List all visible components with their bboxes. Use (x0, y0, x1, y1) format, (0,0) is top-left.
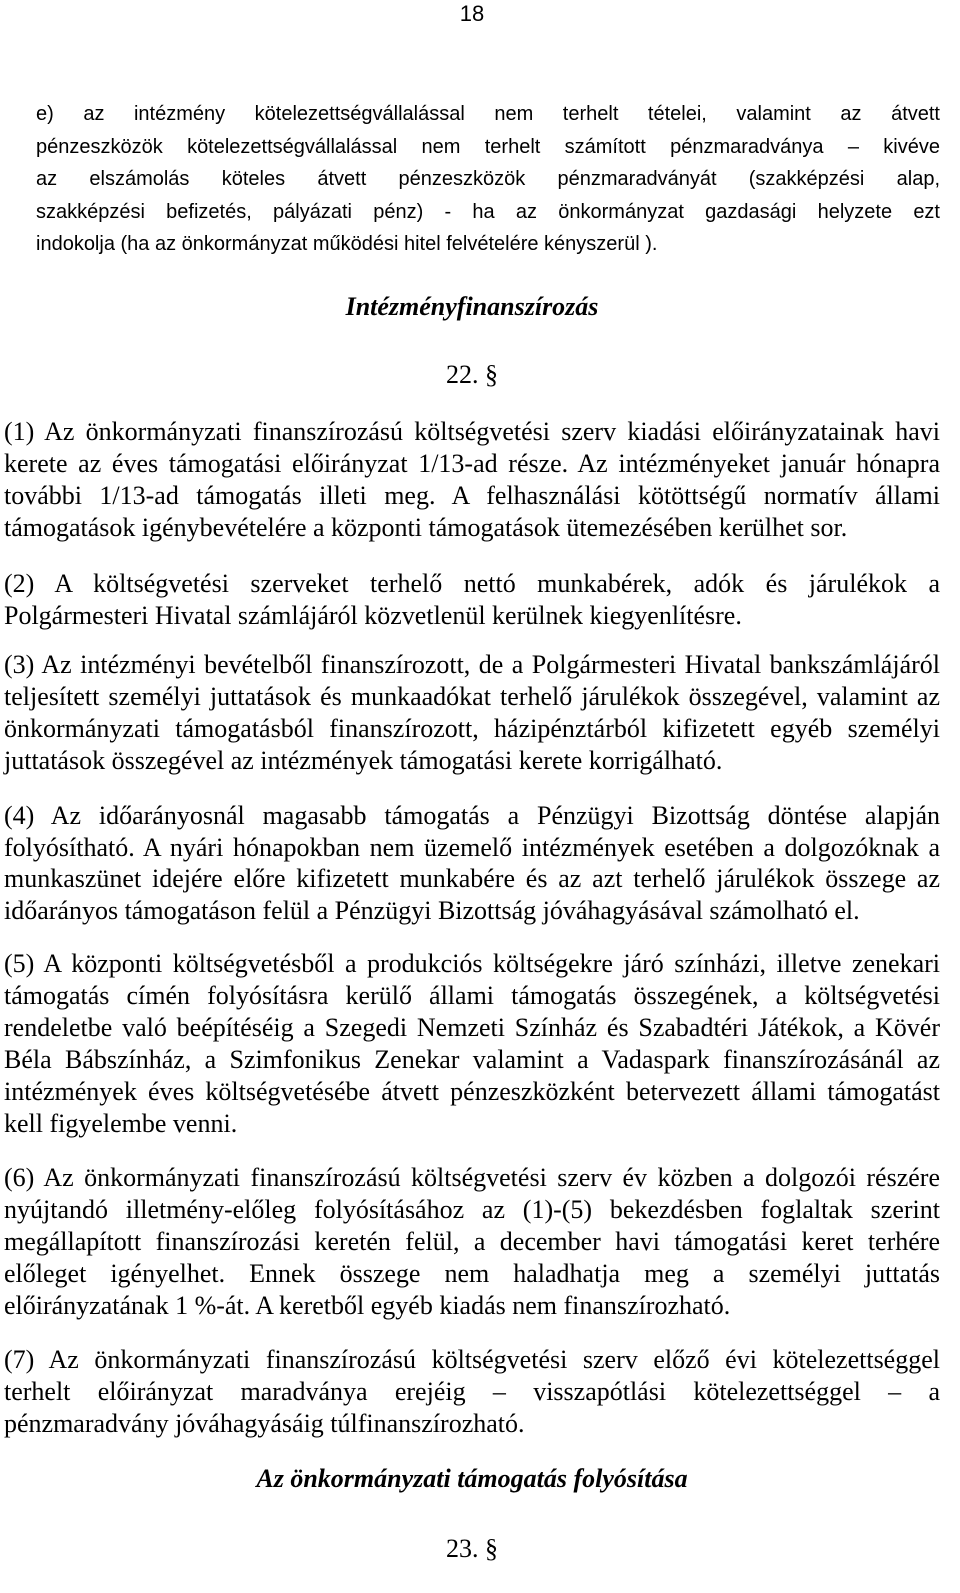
paragraph-line: indokolja (ha az önkormányzat működési hitel felvételére kényszerül ). (36, 233, 658, 255)
paragraph-line: időarányos támogatáson felül a Pénzügyi Bizottság jóváhagyásával számolható el. (4, 895, 860, 925)
paragraph-line: (1) Az önkormányzati finanszírozású költségvetési szerv kiadási előirányzatainak havi (4, 417, 940, 446)
paragraph-line: szakképzési befizetés, pályázati pénz) - ha az önkormányzat gazdasági helyzete ezt (36, 200, 940, 223)
paragraph-line: támogatás címén folyósításra kerülő állami támogatás összegének, a költségvetési (4, 981, 940, 1010)
paragraph-line: folyósítható. A nyári hónapokban nem üzemelő intézmények esetében a dolgozóknak a (4, 832, 940, 862)
paragraph-line: Béla Bábszínház, a Szimfonikus Zenekar valamint a Vadaspark finanszírozásánál az (4, 1045, 940, 1074)
paragraph-line: pénzmaradvány jóváhagyásáig túlfinanszírozható. (4, 1409, 525, 1438)
paragraph-line: terhelt előirányzat maradványa erejéig – visszapótlási kötelezettséggel – a (4, 1377, 940, 1406)
paragraph-line: (7) Az önkormányzati finanszírozású költségvetési szerv előző évi kötelezettséggel (4, 1345, 940, 1374)
section-heading: Intézményfinanszírozás (345, 292, 599, 321)
paragraph-line: rendeletbe való beépítéséig a Szegedi Nemzeti Színház és Szabadtéri Játékok, a Kövér (4, 1013, 940, 1042)
paragraph-line: juttatások összegével az intézmények támogatási kerete korrigálható. (4, 746, 723, 775)
paragraph-line: e) az intézmény kötelezettségvállalással nem terhelt tételei, valamint az átvett (36, 103, 940, 125)
paragraph-line: (2) A költségvetési szerveket terhelő nettó munkabérek, adók és járulékok a (4, 569, 940, 598)
paragraph-line: kerete az éves támogatási előirányzat 1/13-ad része. Az intézményeket január hónapra (4, 449, 940, 478)
section-number: 22. § (446, 360, 498, 389)
paragraph-line: (3) Az intézményi bevételből finanszírozott, de a Polgármesteri Hivatal bankszámlájáról (4, 650, 940, 679)
paragraph-line: megállapított finanszírozási keretén felül, a december havi támogatási keret terhére (4, 1227, 940, 1256)
paragraph-line: önkormányzati támogatásból finanszírozott, házipénztárból kifizetett egyéb személyi (4, 714, 940, 743)
paragraph-line: (6) Az önkormányzati finanszírozású költségvetési szerv év közben a dolgozói részére (4, 1163, 940, 1192)
paragraph-line: munkaszünet idejére előre kifizetett munkabére és az azt terhelő járulékok összege az (4, 864, 940, 893)
paragraph-line: előirányzatának 1 %-át. A keretből egyéb kiadás nem finanszírozható. (4, 1291, 731, 1320)
paragraph-3 (4, 649, 940, 777)
paragraph-line: az elszámolás köteles átvett pénzeszközök pénzmaradványát (szakképzési alap, (36, 168, 940, 190)
page-number: 18 (459, 1, 485, 26)
paragraph-line: kell figyelembe venni. (4, 1109, 238, 1138)
paragraph-line: (4) Az időarányosnál magasabb támogatás a Pénzügyi Bizottság döntése alapján (4, 801, 940, 830)
paragraph-line: teljesített személyi juttatások és munkaadókat terhelő járulékok összegével, valamint az (4, 682, 940, 711)
paragraph-line: előleget igényelhet. Ennek összege nem haladhatja meg a személyi juttatás (4, 1259, 940, 1288)
paragraph-line: intézmények éves költségvetésébe átvett pénzeszközként betervezett állami támogatást (4, 1077, 940, 1106)
paragraph-5 (4, 948, 940, 1140)
paragraph-1 (4, 416, 940, 544)
paragraph-line: pénzeszközök kötelezettségvállalással nem terhelt számított pénzmaradványa – kivéve (36, 135, 940, 158)
paragraph-line: nyújtandó illetmény-előleg folyósításához az (1)-(5) bekezdésben foglaltak szerint (4, 1195, 940, 1224)
paragraph-line: (5) A központi költségvetésből a produkciós költségekre járó színházi, illetve zenekari (4, 949, 940, 978)
paragraph-line: Polgármesteri Hivatal számlájáról közvetlenül kerülnek kiegyenlítésre. (4, 601, 742, 630)
section-heading: Az önkormányzati támogatás folyósítása (256, 1464, 688, 1493)
paragraph-4 (4, 800, 940, 926)
paragraph-2 (4, 568, 940, 632)
paragraph-line: további 1/13-ad támogatás illeti meg. A felhasználási kötöttségű normatív állami (4, 481, 940, 510)
paragraph-6 (4, 1162, 940, 1322)
paragraph-e (36, 98, 940, 261)
paragraph-line: támogatások igénybevételére a központi támogatások ütemezésében kerülhet sor. (4, 513, 848, 542)
section-number: 23. § (446, 1534, 498, 1563)
paragraph-7 (4, 1344, 940, 1440)
